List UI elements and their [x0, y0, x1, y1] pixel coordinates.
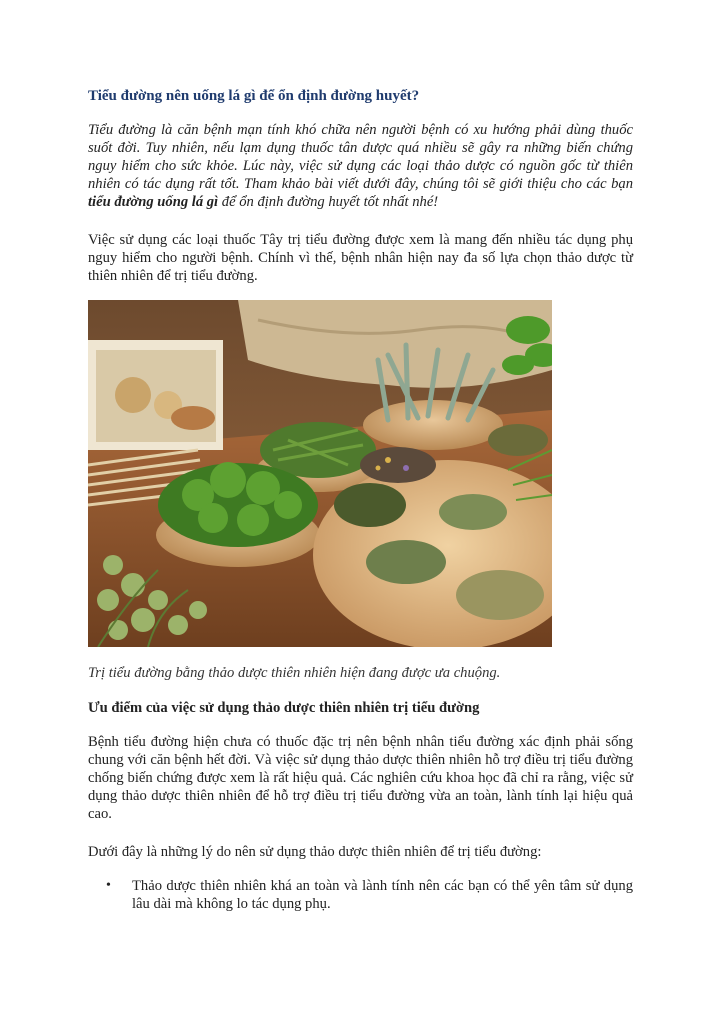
- paragraph-reasons-intro: Dưới đây là những lý do nên sử dụng thảo dược thiên nhiên để trị tiểu đường:: [88, 844, 542, 860]
- herbs-illustration: [88, 300, 552, 647]
- herbs-photo: [88, 300, 552, 647]
- intro-keyword: tiểu đường uống lá gì: [88, 193, 219, 210]
- intro-paragraph: [88, 122, 633, 212]
- article-title: Tiểu đường nên uống lá gì để ổn định đường huyết?: [88, 88, 420, 104]
- bullet-icon: •: [106, 878, 111, 893]
- image-caption: Trị tiểu đường bằng thảo dược thiên nhiên hiện đang được ưa chuộng.: [88, 665, 501, 681]
- paragraph-western-medicine: Việc sử dụng các loại thuốc Tây trị tiểu đường được xem là mang đến nhiều tác dụng phụ nguy hiểm cho người bệnh. Chính vì thế, bệnh nhân hiện nay đa số lựa chọn thảo dược từ thiên nhiên để trị tiểu đường.: [88, 232, 633, 284]
- intro-text-2: để ổn định đường huyết tốt nhất nhé!: [218, 193, 439, 210]
- section-heading: Ưu điểm của việc sử dụng thảo dược thiên nhiên trị tiểu đường: [88, 700, 480, 716]
- paragraph-advantages: Bệnh tiểu đường hiện chưa có thuốc đặc trị nên bệnh nhân tiểu đường xác định phải sống chung với căn bệnh hết đời. Và việc sử dụng thảo dược thiên nhiên hỗ trợ điều trị tiểu đường chống biến chứng được xem là rất hiệu quả. Các nghiên cứu khoa học đã chỉ ra rằng, việc sử dụng thảo dược thiên nhiên để hỗ trợ điều trị tiểu đường vừa an toàn, lành tính lại hiệu quả cao.: [88, 734, 633, 822]
- list-item-text: Thảo dược thiên nhiên khá an toàn và lành tính nên các bạn có thể yên tâm sử dụng lâu dài mà không lo tác dụng phụ.: [132, 878, 633, 912]
- intro-text-1: Tiểu đường là căn bệnh mạn tính khó chữa nên người bệnh có xu hướng phải dùng thuốc suốt đời. Tuy nhiên, nếu lạm dụng thuốc tân dược quá nhiều sẽ gây ra những biến chứng nguy hiểm cho sức khỏe. Lúc này, việc sử dụng các loại thảo dược có nguồn gốc từ thiên nhiên có tác dụng rất tốt. Tham khảo bài viết dưới đây, chúng tôi sẽ giới thiệu cho các bạn: [88, 122, 633, 192]
